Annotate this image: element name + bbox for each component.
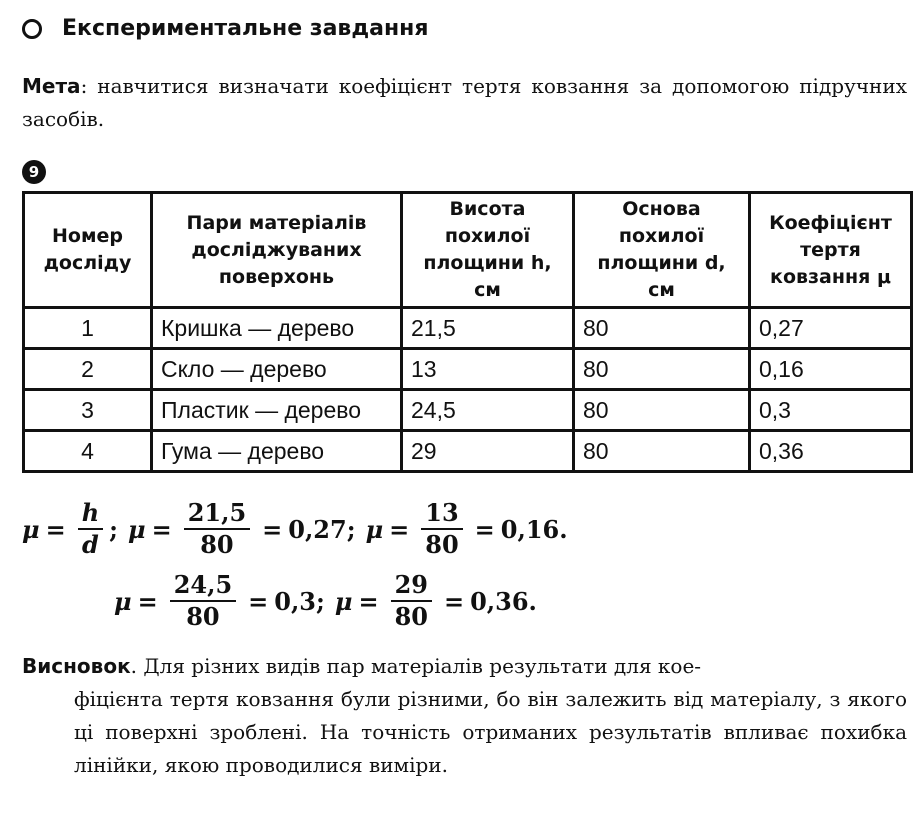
equals-sign: = <box>248 586 269 616</box>
numerator: 21,5 <box>184 498 250 530</box>
numerator: 24,5 <box>170 570 236 602</box>
equals-sign: = <box>262 514 283 544</box>
conclusion-paragraph <box>22 650 907 782</box>
results-table <box>22 191 913 473</box>
header-cell: Пари матеріалів досліджуваних поверхонь <box>152 193 402 308</box>
equals-sign: = <box>443 586 465 616</box>
separator: ; <box>316 586 325 616</box>
header-cell: Номер досліду <box>24 193 152 308</box>
task-number-badge: 9 <box>22 160 46 184</box>
mu-symbol: μ <box>334 586 353 616</box>
heading-text: Експериментальне завдання <box>62 16 429 41</box>
header-cell: Висота похилої площини h, см <box>402 193 574 308</box>
table-cell: Гума — дерево <box>152 431 402 472</box>
conclusion-label: Висновок <box>22 654 131 678</box>
numerator: h <box>78 498 103 530</box>
table-cell: Пластик — дерево <box>152 390 402 431</box>
conclusion-first-line <box>22 650 907 683</box>
table-row <box>24 431 912 472</box>
equals-sign: = <box>45 514 66 544</box>
separator: ; <box>109 514 118 544</box>
table-cell: Скло — дерево <box>152 349 402 390</box>
goal-text: : навчитися визначати коефіцієнт тертя ковзання за допомогою підручних засобів. <box>22 74 907 131</box>
circle-bullet-icon <box>22 19 42 39</box>
mu-symbol: μ <box>114 586 132 616</box>
result-1: 0,27 <box>288 514 347 544</box>
denominator: d <box>82 530 99 559</box>
table-cell: 2 <box>24 349 152 390</box>
denominator: 80 <box>394 602 428 631</box>
formula-line-2 <box>114 570 537 632</box>
goal-paragraph <box>22 70 907 136</box>
header-cell: Коефіцієнт тертя ковзання μ <box>750 193 912 308</box>
mu-symbol: μ <box>22 514 40 544</box>
formulas-block <box>22 498 902 638</box>
table-cell: 13 <box>402 349 574 390</box>
equals-sign: = <box>474 514 495 544</box>
formula-line-1 <box>22 498 568 560</box>
table-header-row <box>24 193 912 308</box>
table-cell: 21,5 <box>402 308 574 349</box>
table-cell: 0,3 <box>750 390 912 431</box>
table-row <box>24 308 912 349</box>
result-2: 0,16. <box>500 514 568 544</box>
table-cell: 80 <box>574 308 750 349</box>
table-cell: 24,5 <box>402 390 574 431</box>
table-cell: 0,16 <box>750 349 912 390</box>
denominator: 80 <box>186 602 220 631</box>
equals-sign: = <box>151 514 172 544</box>
goal-label: Мета <box>22 74 81 98</box>
table-cell: 29 <box>402 431 574 472</box>
result-4: 0,36. <box>470 586 537 616</box>
table-cell: 1 <box>24 308 152 349</box>
equals-sign: = <box>358 586 379 616</box>
fraction-1 <box>184 498 250 560</box>
numerator: 13 <box>421 498 462 530</box>
conclusion-text: фіцієнта тертя ковзання були різними, бо він залежить від матеріалу, з якого ці поверхні зроблені. На точність отриманих результатів впливає похибка лінійки, якою проводилися виміри. <box>74 687 907 777</box>
header-cell: Основа похилої площини d, см <box>574 193 750 308</box>
numerator: 29 <box>391 570 432 602</box>
table-cell: 3 <box>24 390 152 431</box>
table-cell: 80 <box>574 431 750 472</box>
equals-sign: = <box>137 586 158 616</box>
table-cell: 80 <box>574 349 750 390</box>
section-heading <box>22 16 428 41</box>
conclusion-line-1: . Для різних видів пар матеріалів результати для кое- <box>130 654 702 678</box>
equals-sign: = <box>389 514 410 544</box>
fraction-3 <box>170 570 236 632</box>
fraction-2 <box>421 498 462 560</box>
fraction-4 <box>391 570 432 632</box>
table-cell: Кришка — дерево <box>152 308 402 349</box>
denominator: 80 <box>425 530 459 559</box>
table-cell: 0,27 <box>750 308 912 349</box>
table-cell: 4 <box>24 431 152 472</box>
mu-symbol: μ <box>128 514 146 544</box>
separator: ; <box>346 514 356 544</box>
result-3: 0,3 <box>274 586 317 616</box>
mu-symbol: μ <box>365 514 384 544</box>
table-row <box>24 349 912 390</box>
table-cell: 80 <box>574 390 750 431</box>
table-row <box>24 390 912 431</box>
fraction-h-over-d <box>78 498 103 560</box>
table-cell: 0,36 <box>750 431 912 472</box>
denominator: 80 <box>200 530 234 559</box>
